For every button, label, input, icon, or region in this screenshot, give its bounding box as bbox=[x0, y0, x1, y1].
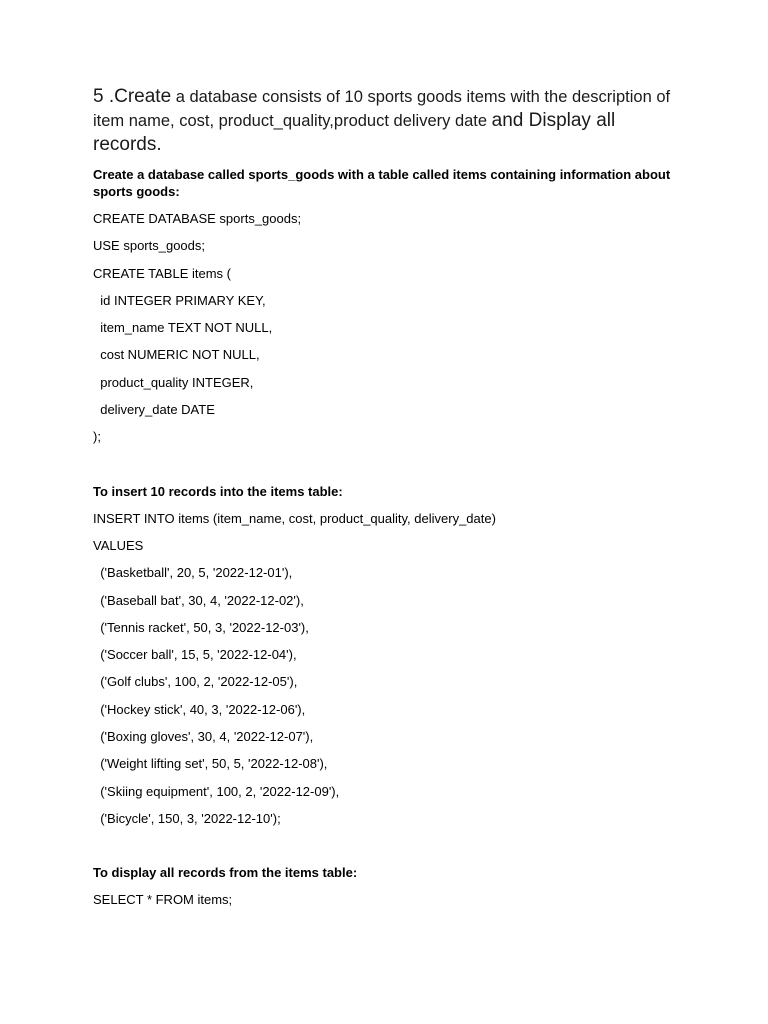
insert-code-block bbox=[93, 510, 675, 838]
code-line: ('Soccer ball', 15, 5, '2022-12-04'), bbox=[93, 647, 297, 663]
code-line: ('Skiing equipment', 100, 2, '2022-12-09'), bbox=[93, 783, 340, 799]
blank-line bbox=[93, 456, 675, 483]
code-line: ('Hockey stick', 40, 3, '2022-12-06'), bbox=[93, 701, 306, 717]
code-line: ('Basketball', 20, 5, '2022-12-01'), bbox=[93, 565, 293, 581]
code-line: cost NUMERIC NOT NULL, bbox=[93, 347, 260, 363]
code-line: VALUES bbox=[93, 537, 144, 553]
question-body: a database consists of 10 sports goods items with the description of item name, cost, product_quality,product delivery date bbox=[93, 88, 671, 130]
code-line: product_quality INTEGER, bbox=[93, 374, 254, 390]
select-code-block bbox=[93, 891, 675, 918]
code-line: delivery_date DATE bbox=[93, 402, 215, 418]
code-line: ('Tennis racket', 50, 3, '2022-12-03'), bbox=[93, 619, 309, 635]
blank-line bbox=[93, 837, 675, 864]
code-line: CREATE TABLE items ( bbox=[93, 265, 231, 281]
code-line: INSERT INTO items (item_name, cost, product_quality, delivery_date) bbox=[93, 510, 496, 526]
question-verb: Create bbox=[114, 86, 172, 107]
create-code-block bbox=[93, 210, 675, 456]
code-line: item_name TEXT NOT NULL, bbox=[93, 320, 273, 336]
code-line: ('Weight lifting set', 50, 5, '2022-12-08'), bbox=[93, 756, 328, 772]
code-line: ('Golf clubs', 100, 2, '2022-12-05'), bbox=[93, 674, 298, 690]
code-line: ('Baseball bat', 30, 4, '2022-12-02'), bbox=[93, 592, 304, 608]
code-line: ('Bicycle', 150, 3, '2022-12-10'); bbox=[93, 810, 281, 826]
question-number: 5 . bbox=[93, 86, 115, 107]
insert-section-heading: To insert 10 records into the items table: bbox=[93, 483, 343, 499]
code-line: CREATE DATABASE sports_goods; bbox=[93, 211, 302, 226]
select-section-heading: To display all records from the items table: bbox=[93, 865, 358, 881]
code-line: ('Boxing gloves', 30, 4, '2022-12-07'), bbox=[93, 729, 314, 745]
question-heading bbox=[93, 85, 675, 157]
code-line: SELECT * FROM items; bbox=[93, 892, 233, 908]
code-line: ); bbox=[93, 429, 101, 445]
code-line: USE sports_goods; bbox=[93, 238, 206, 254]
code-line: id INTEGER PRIMARY KEY, bbox=[93, 292, 266, 308]
question-tail: and Display all records. bbox=[93, 110, 616, 155]
create-section-heading: Create a database called sports_goods with a table called items containing information about sports goods: bbox=[93, 167, 671, 199]
